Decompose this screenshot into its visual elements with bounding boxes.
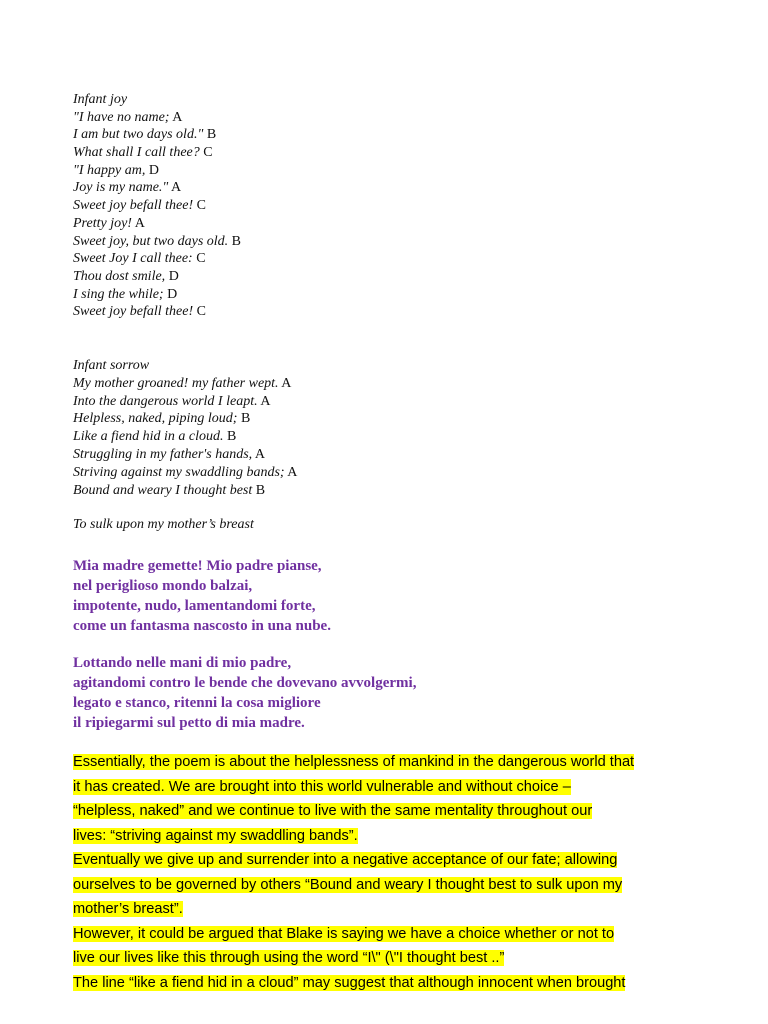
poem-line bbox=[73, 428, 297, 446]
italian-line: come un fantasma nascosto in una nube. bbox=[73, 618, 331, 634]
line-text: I sing the while; bbox=[73, 286, 164, 302]
highlighted-text: live our lives like this through using the word “I\" (\"I thought best ..” bbox=[73, 950, 505, 966]
line-text: Striving against my swaddling bands; bbox=[73, 464, 285, 480]
poem-line bbox=[73, 126, 241, 144]
line-text: "I have no name; bbox=[73, 109, 170, 125]
line-text: Struggling in my father's hands, bbox=[73, 446, 253, 462]
poem-line bbox=[73, 179, 241, 197]
line-text: Sweet joy befall thee! bbox=[73, 198, 194, 214]
poem-infant-joy bbox=[73, 91, 241, 321]
highlighted-text: “helpless, naked” and we continue to live with the same mentality throughout our bbox=[73, 803, 593, 819]
italian-line: Mia madre gemette! Mio padre pianse, bbox=[73, 558, 322, 574]
essay-line bbox=[73, 922, 703, 947]
poem-line bbox=[73, 250, 241, 268]
line-text: Into the dangerous world I leapt. bbox=[73, 393, 258, 409]
poem-line bbox=[73, 109, 241, 127]
italian-line: Lottando nelle mani di mio padre, bbox=[73, 655, 292, 671]
poem-line bbox=[73, 446, 297, 464]
poem-infant-sorrow bbox=[73, 357, 297, 499]
highlighted-text: ourselves to be governed by others “Bound and weary I thought best to sulk upon my bbox=[73, 876, 623, 893]
italian-line: legato e stanco, ritenni la cosa migliore bbox=[73, 695, 321, 711]
rhyme-label: D bbox=[167, 286, 178, 302]
rhyme-label: B bbox=[231, 233, 241, 249]
line-text: Sweet joy, but two days old. bbox=[73, 233, 229, 249]
rhyme-label: A bbox=[172, 109, 183, 125]
italian-line: agitandomi contro le bende che dovevano avvolgermi, bbox=[73, 675, 417, 691]
poem-line bbox=[73, 215, 241, 233]
rhyme-label: C bbox=[203, 145, 213, 161]
line-text: "I happy am, bbox=[73, 162, 146, 178]
poem-title: Infant joy bbox=[73, 92, 128, 107]
line-text: Helpless, naked, piping loud; bbox=[73, 411, 238, 427]
rhyme-label: A bbox=[134, 215, 145, 231]
italian-stanza-2 bbox=[73, 653, 416, 733]
poem-line bbox=[73, 464, 297, 482]
poem-line bbox=[73, 197, 241, 215]
line-text: My mother groaned! my father wept. bbox=[73, 375, 279, 391]
poem-line bbox=[73, 482, 297, 500]
highlighted-text: lives: “striving against my swaddling bands”. bbox=[73, 827, 358, 844]
italian-stanza-1 bbox=[73, 556, 331, 636]
highlighted-text: However, it could be argued that Blake is saying we have a choice whether or not to bbox=[73, 925, 615, 942]
essay-line bbox=[73, 971, 703, 996]
italian-line: nel periglioso mondo balzai, bbox=[73, 578, 253, 594]
line-text: What shall I call thee? bbox=[73, 145, 200, 161]
line-text: Sweet Joy I call thee: bbox=[73, 251, 193, 267]
essay-line bbox=[73, 897, 703, 922]
rhyme-label: A bbox=[260, 393, 271, 409]
rhyme-label: A bbox=[171, 180, 182, 196]
line-text: Joy is my name." bbox=[73, 180, 169, 196]
italian-line: il ripiegarmi sul petto di mia madre. bbox=[73, 715, 305, 731]
essay-line bbox=[73, 824, 703, 849]
italian-line: impotente, nudo, lamentandomi forte, bbox=[73, 598, 316, 614]
rhyme-label: D bbox=[148, 162, 159, 178]
line-text: Sweet joy befall thee! bbox=[73, 304, 194, 320]
poem-line bbox=[73, 144, 241, 162]
essay-line bbox=[73, 775, 703, 800]
rhyme-label: B bbox=[240, 411, 251, 427]
poem-last-line: To sulk upon my mother’s breast bbox=[73, 517, 254, 532]
poem-line bbox=[73, 162, 241, 180]
rhyme-label: B bbox=[206, 127, 217, 143]
poem-line bbox=[73, 375, 297, 393]
rhyme-label: D bbox=[168, 268, 179, 284]
essay-line bbox=[73, 799, 703, 824]
essay-line bbox=[73, 873, 703, 898]
rhyme-label: A bbox=[281, 375, 292, 391]
poem-line bbox=[73, 268, 241, 286]
rhyme-label: B bbox=[255, 482, 266, 498]
highlighted-text: Eventually we give up and surrender into a negative acceptance of our fate; allowing bbox=[73, 852, 618, 868]
poem-line bbox=[73, 303, 241, 321]
rhyme-label: C bbox=[196, 304, 206, 320]
poem-line bbox=[73, 286, 241, 304]
line-text: Thou dost smile, bbox=[73, 268, 166, 284]
line-text: Pretty joy! bbox=[73, 215, 132, 231]
poem-line bbox=[73, 393, 297, 411]
poem-title: Infant sorrow bbox=[73, 358, 150, 373]
rhyme-label: B bbox=[226, 429, 237, 445]
line-text: Bound and weary I thought best bbox=[73, 482, 253, 498]
rhyme-label: A bbox=[287, 464, 298, 480]
essay-line bbox=[73, 848, 703, 873]
highlighted-text: The line “like a fiend hid in a cloud” may suggest that although innocent when brought bbox=[73, 974, 626, 991]
line-text: I am but two days old." bbox=[73, 127, 204, 143]
essay-line bbox=[73, 946, 703, 971]
poem-line bbox=[73, 233, 241, 251]
highlighted-text: it has created. We are brought into this world vulnerable and without choice – bbox=[73, 778, 571, 795]
rhyme-label: C bbox=[196, 251, 206, 267]
poem-line bbox=[73, 410, 297, 428]
line-text: Like a fiend hid in a cloud. bbox=[73, 429, 224, 445]
essay-line bbox=[73, 750, 703, 775]
rhyme-label: C bbox=[196, 198, 206, 214]
highlighted-text: mother’s breast”. bbox=[73, 901, 183, 917]
highlighted-text: Essentially, the poem is about the helplessness of mankind in the dangerous world that bbox=[73, 754, 635, 770]
essay-paragraph bbox=[73, 750, 703, 995]
rhyme-label: A bbox=[254, 446, 266, 462]
